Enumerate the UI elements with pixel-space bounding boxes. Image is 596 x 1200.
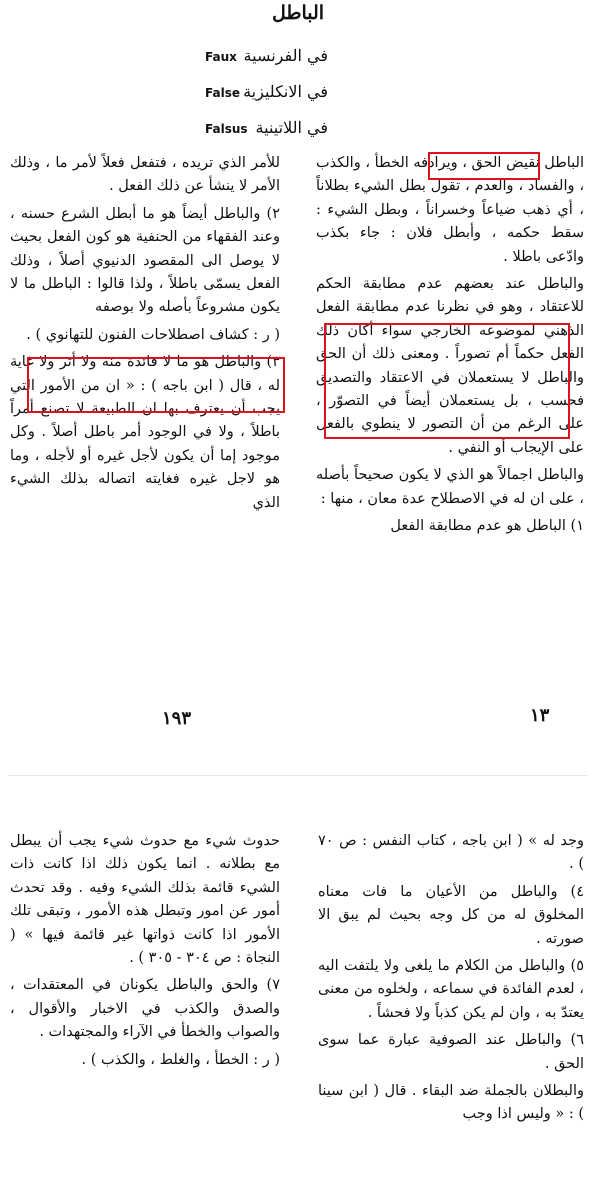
language-row-latin bbox=[0, 118, 596, 142]
left-column bbox=[10, 152, 280, 519]
page-next bbox=[0, 800, 596, 1200]
paragraph: ٧) والحق والباطل يكونان في المعتقدات ، والصدق والكذب في الاخبار والأقوال ، والصواب والخطأ في الآراء والمجتهدات . bbox=[10, 977, 280, 1041]
language-arabic-label: في الفرنسية bbox=[243, 46, 328, 65]
paragraph: ٦) والباطل عند الصوفية عبارة عما سوى الحق . bbox=[318, 1032, 584, 1072]
language-term: Falsus bbox=[205, 122, 248, 136]
paragraph: والبطلان بالجملة ضد البقاء . قال ( ابن سينا ) : « وليس اذا وجب bbox=[318, 1083, 584, 1123]
paragraph: ٤) والباطل من الأعيان ما فات معناه المخلوق له من كل وجه بحيث لم يبق الا صورته . bbox=[318, 883, 584, 947]
page-number-right: ١٣ bbox=[530, 705, 550, 726]
paragraph: ( ر : كشاف اصطلاحات الفنون للتهانوي ) . bbox=[26, 326, 280, 343]
paragraph: ( ر : الخطأ ، والغلط ، والكذب ) . bbox=[81, 1051, 280, 1068]
paragraph: حدوث شيء مع حدوث شيء يجب أن يبطل مع بطلانه . انما يكون ذلك اذا كانت ذات الشيء قائمة بذلك الشيء وفيه . وقد تحدث أمور عن امور وتبطل هذه الأمور ، وتبقى تلك الأمور اذا كانت ذواتها غير قائمة فيها » ( النجاة : ص ٣٠٤ - ٣٠٥ ) . bbox=[10, 833, 280, 967]
paragraph: ٣) والباطل هو ما لا فائدة منه ولا أثر ولا غاية له ، قال ( ابن باجه ) : « ان من الأمور التي يجب أن يعترف بها ان الطبيعة لا تصنع أمراً باطلاً ، ولا في الوجود أمر باطل أصلاً . وكل موجود إما أن يكون لأجل غيره أو لأجله ، وما هو لاجل غيره فغايته اتصاله بذلك الشيء الذي bbox=[10, 354, 280, 511]
page-divider bbox=[8, 775, 588, 776]
paragraph: ٢) والباطل أيضاً هو ما أبطل الشرع حسنه ، وعند الفقهاء من الحنفية هو كون الفعل بحيث لا يوصل الى المقصود الدنيوي أصلاً ، وذلك الفعل يسمّى باطلاً ، ولذا قالوا : الباطل ما لا يكون مشروعاً بأصله ولا بوصفه bbox=[10, 205, 280, 316]
paragraph: ١) الباطل هو عدم مطابقة الفعل bbox=[390, 518, 584, 535]
highlight-box-definition bbox=[428, 152, 540, 180]
highlight-box-judgement bbox=[324, 323, 570, 439]
paragraph: للأمر الذي تريده ، فتفعل فعلاً لأمر ما ، وذلك الأمر لا ينشأ عن ذلك الفعل . bbox=[10, 155, 280, 195]
language-arabic-label: في اللاتينية bbox=[255, 118, 328, 137]
language-arabic-label: في الانكليزية bbox=[243, 82, 328, 101]
paragraph: ٥) والباطل من الكلام ما يلغى ولا يلتفت اليه ، لعدم الفائدة في سماعه ، ولخلوه من معنى يعتدّ به ، وان لم يكن كذباً ولا فحشاً . bbox=[318, 958, 584, 1021]
language-term: False bbox=[205, 86, 240, 100]
paragraph: والباطل عند بعضهم عدم مطابقة الحكم للاعتقاد ، وهو في نظرنا عدم مطابقة الفعل الذهني لموضوعه الخارجي سواء أكان ذلك الفعل حكماً أم تصوراً . ومعنى ذلك أن الحق والباطل لا يستعملان في الاعتقاد والتصديق فحسب ، بل يستعملان أيضاً في التصوّر ، على الرغم من أن التصور لا ينطوي بالفعل على الإيجاب أو النفي . bbox=[316, 276, 584, 456]
page-title: الباطل bbox=[271, 2, 325, 24]
language-term: Faux bbox=[205, 50, 237, 64]
language-row-french bbox=[0, 46, 596, 70]
language-row-english bbox=[0, 82, 596, 106]
paragraph: وجد له » ( ابن باجه ، كتاب النفس : ص ٧٠ ) . bbox=[318, 833, 584, 873]
paragraph: الباطل نقيض الحق ، ويرادفه الخطأ ، والكذب ، والفساد ، والعدم ، تقول بطل الشيء بطلاناً ، أي ذهب ضياعاً وخسراناً ، وبطل الشيء : سقط حكمه ، وأبطل فلان : جاء بكذب وادّعى باطلا . bbox=[316, 155, 584, 265]
page-number: ١٩٣ bbox=[162, 708, 192, 729]
left-column bbox=[10, 830, 280, 1076]
paragraph: والباطل اجمالاً هو الذي لا يكون صحيحاً بأصله ، على ان له في الاصطلاح عدة معان ، منها : bbox=[316, 467, 584, 507]
highlight-box-fiqh bbox=[27, 357, 285, 413]
right-column bbox=[318, 830, 584, 1131]
